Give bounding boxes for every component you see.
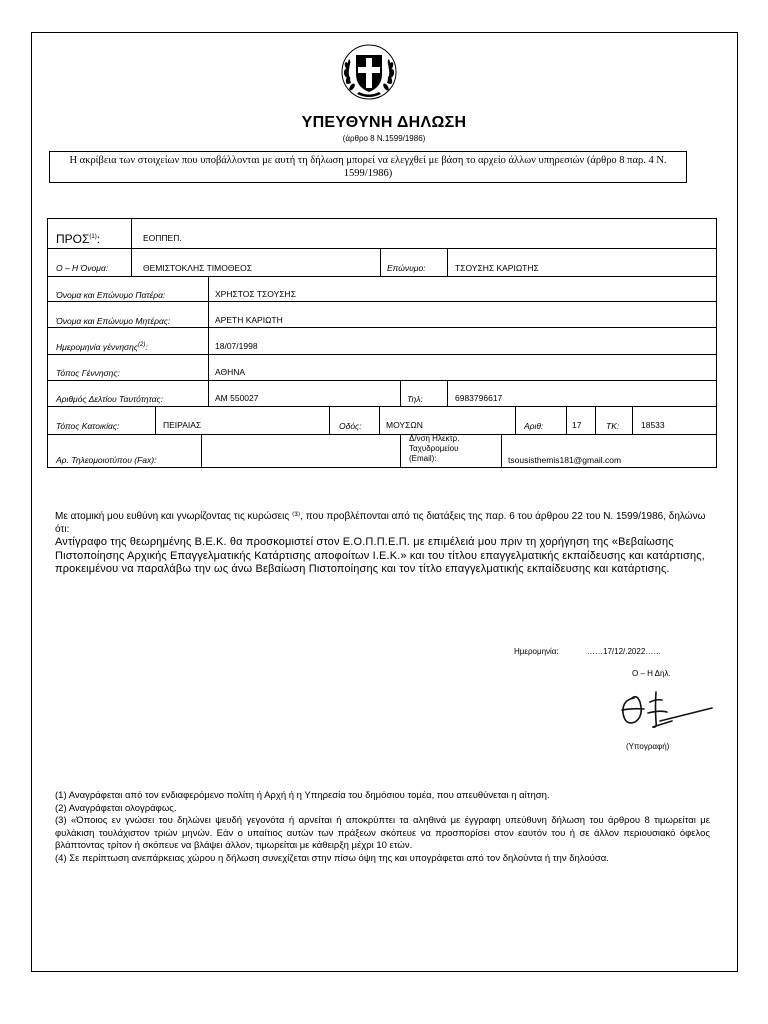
mother-label: Όνομα και Επώνυμο Μητέρας: [56, 316, 171, 326]
residence-label: Τόπος Κατοικίας: [56, 421, 120, 431]
id-card-label: Αριθμός Δελτίου Ταυτότητας: [56, 394, 164, 404]
phone-value: 6983796617 [455, 393, 503, 403]
greek-state-emblem [339, 42, 399, 102]
declaration-body: Αντίγραφο της θεωρημένης Β.Ε.Κ. θα προσκομιστεί στον Ε.Ο.Π.Π.Ε.Π. με επιμέλειά μου πριν τη χορήγηση της «Βεβαίωσης Πιστοποίησης Αρχικής Επαγγελματικής Κατάρτισης αποφοίτων Ι.Ε.Κ.» και του τίτλου επαγγελματικής εκπαίδευσης και κατάρτισης, προκειμένου να παραλάβω την ως άνω Βεβαίωση Πιστοποίησης και τον τίτλο επαγγελματικής εκπαίδευσης και κατάρτισης. [55, 536, 705, 575]
footnotes [55, 790, 710, 865]
email-value: tsousisthemis181@gmail.com [508, 455, 622, 465]
document-subtitle: (άρθρο 8 Ν.1599/1986) [342, 134, 426, 143]
father-value: ΧΡΗΣΤΟΣ ΤΣΟΥΣΗΣ [215, 289, 296, 299]
birthplace-label: Τόπος Γέννησης: [56, 368, 120, 378]
document-title: ΥΠΕΥΘΥΝΗ ΔΗΛΩΣΗ [301, 114, 467, 131]
street-label: Οδός: [339, 421, 362, 431]
footnote: (4) Σε περίπτωση ανεπάρκειας χώρου η δήλωση συνεχίζεται στην πίσω όψη της και υπογράφεται από τον δηλούντα ή την δηλούσα. [55, 852, 609, 864]
personal-details-table [47, 218, 717, 468]
id-card-value: ΑΜ 550027 [215, 393, 259, 403]
surname-value: ΤΣΟΥΣΗΣ ΚΑΡΙΩΤΗΣ [455, 263, 539, 273]
pros-value: ΕΟΠΠΕΠ. [143, 233, 182, 243]
accuracy-note: Η ακρίβεια των στοιχείων που υποβάλλονται με αυτή τη δήλωση μπορεί να ελεγχθεί με βάση το αρχείο άλλων υπηρεσιών (άρθρο 8 παρ. 4 Ν. 1599/1986) [49, 151, 687, 183]
footnote: (3) «Όποιος εν γνώσει του δηλώνει ψευδή γεγονότα ή αρνείται ή αποκρύπτει τα αληθινά με έγγραφη υπεύθυνη δήλωση του άρθρου 8 τιμωρείται με φυλάκιση τουλάχιστον τριών μηνών. Εάν ο υπαίτιος αυτών των πράξεων σκόπευε να προσπορίσει στον εαυτόν του ή σε άλλον περιουσιακό όφελος βλάπτοντας τρίτον ή σκόπευε να βλάψει άλλον, τιμωρείται με κάθειρξη μέχρι 10 ετών. [55, 815, 710, 851]
mother-value: ΑΡΕΤΗ ΚΑΡΙΩΤΗ [215, 315, 283, 325]
birthdate-value: 18/07/1998 [215, 341, 258, 351]
date-label: Ημερομηνία: [514, 647, 559, 656]
postcode-value: 18533 [641, 420, 665, 430]
fax-label: Αρ. Τηλεομοιοτύπου (Fax): [56, 455, 157, 465]
father-label: Όνομα και Επώνυμο Πατέρα: [56, 290, 166, 300]
footnote: (1) Αναγράφεται από τον ενδιαφερόμενο πολίτη ή Αρχή ή η Υπηρεσία του δημόσιου τομέα, που απευθύνεται η αίτηση. [55, 790, 550, 801]
handwritten-signature [620, 688, 715, 733]
street-value: ΜΟΥΣΩΝ [386, 420, 423, 430]
surname-label: Επώνυμο: [387, 263, 426, 273]
date-value: ……17/12/.2022…… [587, 647, 662, 656]
number-value: 17 [572, 420, 582, 430]
first-name-value: ΘΕΜΙΣΤΟΚΛΗΣ ΤΙΜΟΘΕΟΣ [143, 263, 252, 273]
email-label: Δ/νση Ηλεκτρ. Ταχυδρομείου (Email): [409, 434, 460, 463]
number-label: Αριθ: [524, 421, 544, 431]
phone-label: Τηλ: [407, 394, 423, 404]
birthplace-value: ΑΘΗΝΑ [215, 367, 246, 377]
birthdate-label: Ημερομηνία γέννησης$^{(2)}$: [56, 342, 148, 352]
first-name-label: Ο – Η Όνομα: [56, 263, 109, 273]
postcode-label: ΤΚ: [606, 421, 620, 431]
residence-value: ΠΕΙΡΑΙΑΣ [163, 420, 202, 430]
declaration-intro: Με ατομική μου ευθύνη και γνωρίζοντας τις κυρώσεις ⁽³⁾, που προβλέπονται από τις διατάξεις της παρ. 6 του άρθρου 22 του Ν. 1599/1986, δηλώνω ότι: [55, 511, 706, 535]
signature-label: (Υπογραφή) [626, 742, 670, 751]
pros-label: ΠΡΟΣ$^{(1)}$: [56, 232, 101, 246]
footnote: (2) Αναγράφεται ολογράφως. [55, 802, 177, 814]
declarant-label: Ο – Η Δηλ. [632, 669, 671, 678]
